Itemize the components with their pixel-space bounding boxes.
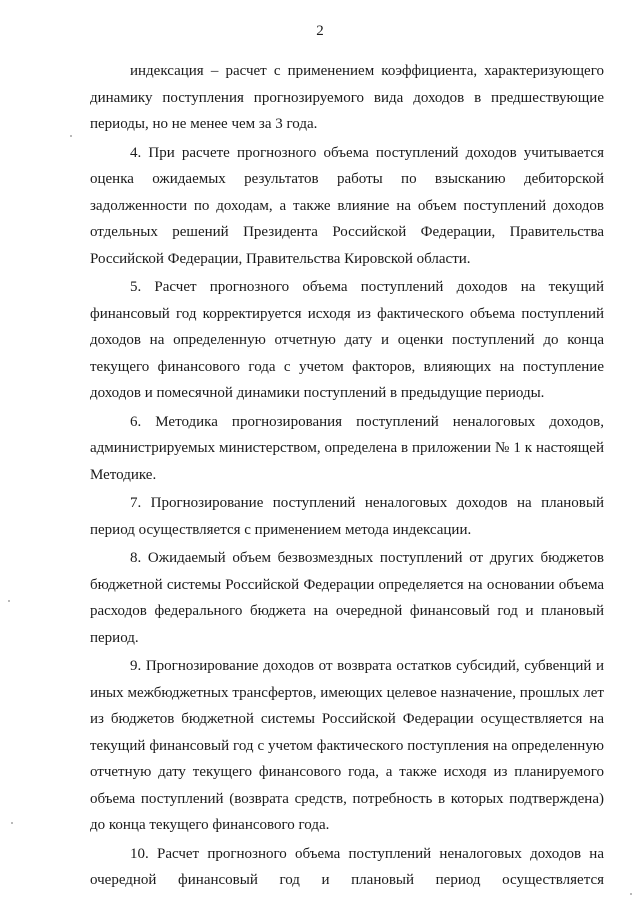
paragraph-9: 9. Прогнозирование доходов от возврата остатков субсидий, субвенций и иных межбюджетных трансфертов, имеющих целевое назначение, прошлых лет из бюджетов бюджетной системы Российской Федерации осуществляется на текущий финансовый год с учетом фактического поступления на определенную отчетную дату текущего финансового года, а также исходя из планируемого объема поступлений (возврата средств, потребность в которых подтверждена) до конца текущего финансового года. xyxy=(90,658,604,833)
document-body xyxy=(90,58,604,894)
paragraph-10: 10. Расчет прогнозного объема поступлений неналоговых доходов на очередной финансовый год и плановый период осуществляется xyxy=(90,845,604,888)
paragraph-5: 5. Расчет прогнозного объема поступлений доходов на текущий финансовый год корректируется исходя из фактического объема поступлений доходов на определенную отчетную дату и оценки поступлений до конца текущего финансового года с учетом факторов, влияющих на поступление доходов и помесячной динамики поступлений в предыдущие периоды. xyxy=(90,279,604,401)
paragraph-indexation: индексация – расчет с применением коэффициента, характеризующего динамику поступления прогнозируемого вида доходов в предшествующие периоды, но не менее чем за 3 года. xyxy=(90,63,604,132)
paragraph-8: 8. Ожидаемый объем безвозмездных поступлений от других бюджетов бюджетной системы Российской Федерации определяется на основании объема расходов федерального бюджета на очередной финансовый год и плановый период. xyxy=(90,550,604,646)
paragraph-4: 4. При расчете прогнозного объема поступлений доходов учитывается оценка ожидаемых результатов работы по взысканию дебиторской задолженности по доходам, а также влияние на объем поступлений доходов отдельных решений Президента Российской Федерации, Правительства Российской Федерации, Правительства Кировской области. xyxy=(90,144,604,267)
page-number: 2 xyxy=(316,23,324,39)
paragraph-7: 7. Прогнозирование поступлений неналоговых доходов на плановый период осуществляется с применением метода индексации. xyxy=(90,495,604,538)
paragraph-6: 6. Методика прогнозирования поступлений неналоговых доходов, администрируемых министерством, определена в приложении № 1 к настоящей Методике. xyxy=(90,413,604,483)
scan-speck xyxy=(630,893,632,895)
scan-speck xyxy=(11,822,13,824)
scan-speck xyxy=(70,135,72,137)
scan-speck xyxy=(8,600,10,602)
